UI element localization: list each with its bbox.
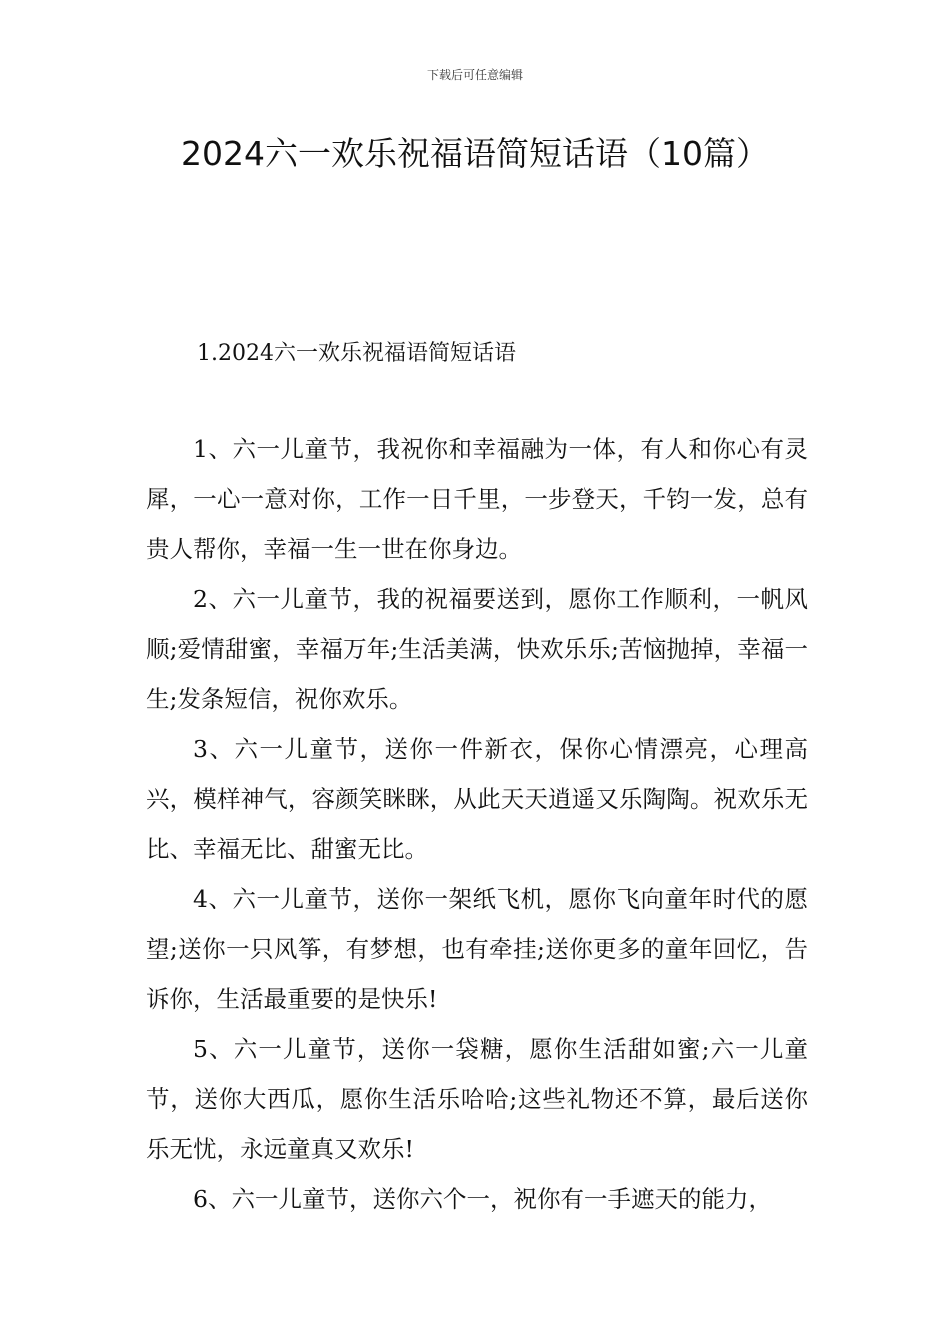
paragraph-1: 1、六一儿童节，我祝你和幸福融为一体，有人和你心有灵犀，一心一意对你，工作一日千里，一步登天，千钧一发，总有贵人帮你，幸福一生一世在你身边。 bbox=[146, 435, 808, 563]
section-heading: 1.2024六一欢乐祝福语简短话语 bbox=[197, 341, 516, 366]
paragraph-5: 5、六一儿童节，送你一袋糖，愿你生活甜如蜜;六一儿童节，送你大西瓜，愿你生活乐哈哈;这些礼物还不算，最后送你乐无忧，永远童真又欢乐! bbox=[146, 1035, 808, 1163]
header-note: 下载后可任意编辑 bbox=[426, 68, 523, 82]
paragraph-3: 3、六一儿童节，送你一件新衣，保你心情漂亮，心理高兴，模样神气，容颜笑眯眯，从此天天逍遥又乐陶陶。祝欢乐无比、幸福无比、甜蜜无比。 bbox=[146, 735, 808, 863]
document-title: 2024六一欢乐祝福语简短话语（10篇） bbox=[181, 134, 769, 173]
paragraph-4: 4、六一儿童节，送你一架纸飞机，愿你飞向童年时代的愿望;送你一只风筝，有梦想，也有牵挂;送你更多的童年回忆，告诉你，生活最重要的是快乐! bbox=[146, 885, 808, 1013]
paragraph-2: 2、六一儿童节，我的祝福要送到，愿你工作顺利，一帆风顺;爱情甜蜜，幸福万年;生活美满，快欢乐乐;苦恼抛掉，幸福一生;发条短信，祝你欢乐。 bbox=[146, 585, 808, 713]
paragraph-6: 6、六一儿童节，送你六个一，祝你有一手遮天的能力， bbox=[193, 1185, 772, 1213]
document-body bbox=[146, 424, 808, 1224]
